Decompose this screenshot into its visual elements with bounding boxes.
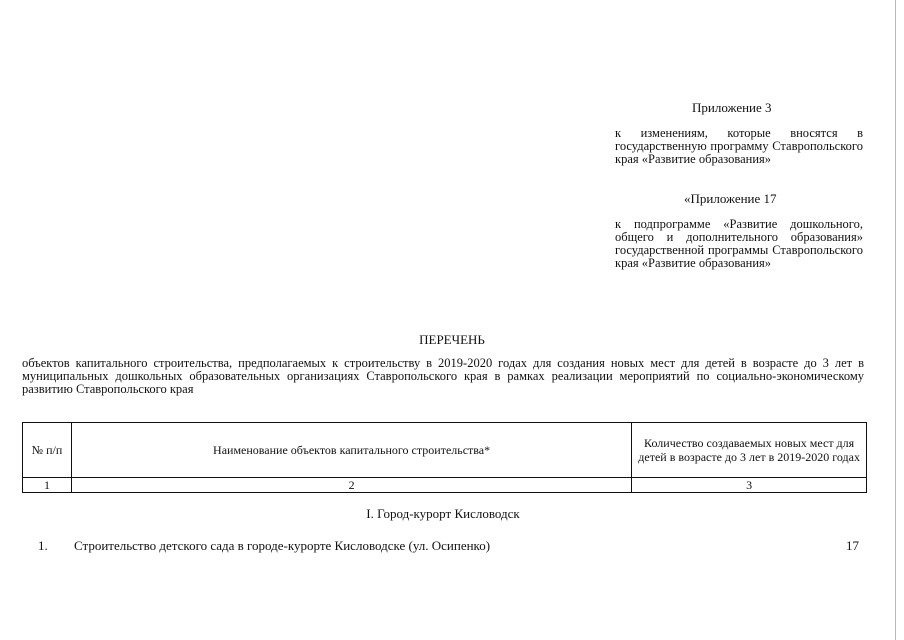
column-number-cell: 1 (23, 478, 72, 493)
table-header-row (23, 423, 867, 478)
objects-table (22, 422, 867, 493)
table-column-numbers-row (23, 478, 867, 493)
header-cell-number: № п/п (23, 423, 72, 478)
annex-text: к изменениям, которые вносятся в государственную программу Ставропольского края «Развитие образования» (615, 126, 863, 166)
item-name: Строительство детского сада в городе-курорте Кисловодске (ул. Осипенко) (74, 538, 491, 553)
annex-text-2: к подпрограмме «Развитие дошкольного, общего и дополнительного образования» государственной программы Ставропольского края «Развитие образования» (615, 217, 863, 270)
item-quantity: 17 (846, 538, 859, 553)
annex-title: Приложение 3 (692, 100, 772, 115)
column-number-cell: 3 (632, 478, 867, 493)
column-number-cell: 2 (71, 478, 631, 493)
section-title: I. Город-курорт Кисловодск (366, 506, 520, 521)
document-subtitle: объектов капитального строительства, предполагаемых к строительству в 2019-2020 годах для создания новых мест для детей в возрасте до 3 лет в муниципальных дошкольных образовательных организациях Ставропольского края в рамках реализации мероприятий по социально-экономическому развитию Ставропольского края (22, 356, 864, 396)
scan-edge-line (895, 0, 896, 640)
header-cell-quantity: Количество создаваемых новых мест для детей в возрасте до 3 лет в 2019-2020 годах (632, 423, 867, 478)
document-heading: ПЕРЕЧЕНЬ (419, 332, 485, 347)
item-number: 1. (38, 538, 48, 553)
annex-title-2: «Приложение 17 (684, 191, 777, 206)
header-cell-name: Наименование объектов капитального строительства* (71, 423, 631, 478)
